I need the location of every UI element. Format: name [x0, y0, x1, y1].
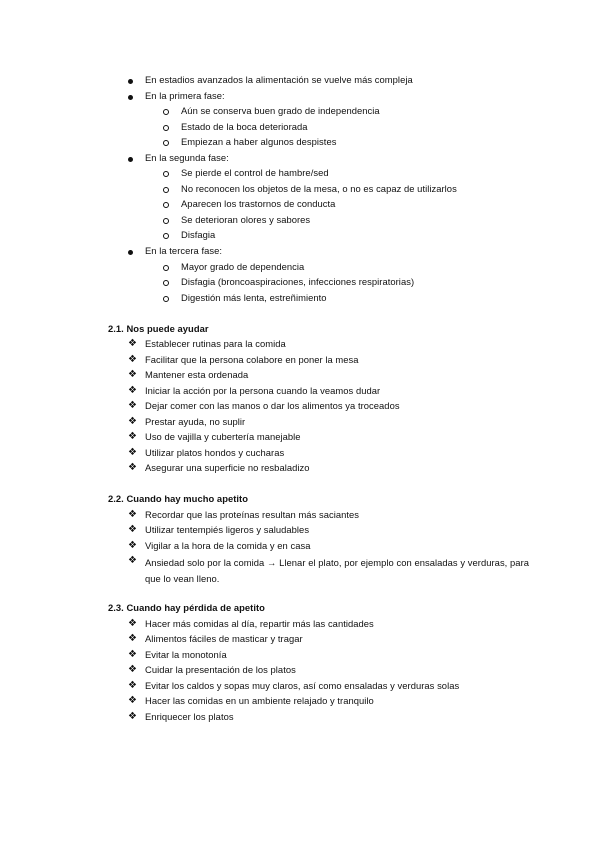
- list-item: Asegurar una superficie no resbaladizo: [145, 462, 310, 473]
- diamond-bullet-icon: ❖: [128, 555, 137, 566]
- list-item: Digestión más lenta, estreñimiento: [181, 292, 327, 303]
- diamond-bullet-icon: ❖: [128, 680, 137, 691]
- diamond-bullet-icon: ❖: [128, 649, 137, 660]
- list-item: Prestar ayuda, no suplir: [145, 416, 246, 427]
- list-item: Utilizar platos hondos y cucharas: [145, 447, 285, 458]
- filled-bullet-icon: [128, 153, 133, 165]
- diamond-bullet-icon: ❖: [128, 711, 137, 722]
- diamond-bullet-icon: ❖: [128, 540, 137, 551]
- list-item: Aparecen los trastornos de conducta: [181, 198, 336, 209]
- list-item: No reconocen los objetos de la mesa, o no es capaz de utilizarlos: [181, 183, 457, 194]
- list-item: Mantener esta ordenada: [145, 369, 249, 380]
- hollow-bullet-icon: [163, 262, 169, 274]
- diamond-bullet-icon: ❖: [128, 369, 137, 380]
- diamond-bullet-icon: ❖: [128, 338, 137, 349]
- diamond-bullet-icon: ❖: [128, 462, 137, 473]
- section-heading: 2.3. Cuando hay pérdida de apetito: [108, 602, 265, 613]
- hollow-bullet-icon: [163, 293, 169, 305]
- list-item: Empiezan a haber algunos despistes: [181, 136, 337, 147]
- diamond-bullet-icon: ❖: [128, 664, 137, 675]
- list-item: Aún se conserva buen grado de independencia: [181, 105, 380, 116]
- diamond-bullet-icon: ❖: [128, 354, 137, 365]
- list-item: Disfagia (broncoaspiraciones, infecciones respiratorias): [181, 276, 415, 287]
- list-item: Utilizar tentempiés ligeros y saludables: [145, 524, 310, 535]
- diamond-bullet-icon: ❖: [128, 524, 137, 535]
- phase2-label: En la segunda fase:: [145, 152, 229, 163]
- list-item: Mayor grado de dependencia: [181, 261, 305, 272]
- diamond-bullet-icon: ❖: [128, 509, 137, 520]
- list-item: Recordar que las proteínas resultan más saciantes: [145, 509, 360, 520]
- diamond-bullet-icon: ❖: [128, 447, 137, 458]
- list-item: En estadios avanzados la alimentación se vuelve más compleja: [145, 74, 413, 85]
- list-item: Evitar la monotonía: [145, 649, 227, 660]
- hollow-bullet-icon: [163, 230, 169, 242]
- hollow-bullet-icon: [163, 277, 169, 289]
- hollow-bullet-icon: [163, 215, 169, 227]
- section-heading: 2.2. Cuando hay mucho apetito: [108, 493, 249, 504]
- hollow-bullet-icon: [163, 184, 169, 196]
- hollow-bullet-icon: [163, 168, 169, 180]
- list-item: Establecer rutinas para la comida: [145, 338, 286, 349]
- list-item: Enriquecer los platos: [145, 711, 234, 722]
- hollow-bullet-icon: [163, 137, 169, 149]
- list-item: Ansiedad solo por la comida → Llenar el plato, por ejemplo con ensaladas y verduras, para que lo vean lleno.: [145, 557, 529, 584]
- diamond-bullet-icon: ❖: [128, 400, 137, 411]
- section-heading: 2.1. Nos puede ayudar: [108, 323, 209, 334]
- list-item: Uso de vajilla y cubertería manejable: [145, 431, 301, 442]
- filled-bullet-icon: [128, 246, 133, 258]
- diamond-bullet-icon: ❖: [128, 416, 137, 427]
- list-item: Evitar los caldos y sopas muy claros, así como ensaladas y verduras solas: [145, 680, 460, 691]
- list-item: Alimentos fáciles de masticar y tragar: [145, 633, 303, 644]
- phase3-label: En la tercera fase:: [145, 245, 223, 256]
- list-item: Dejar comer con las manos o dar los alimentos ya troceados: [145, 400, 400, 411]
- filled-bullet-icon: [128, 91, 133, 103]
- list-item: Hacer las comidas en un ambiente relajado y tranquilo: [145, 695, 374, 706]
- hollow-bullet-icon: [163, 122, 169, 134]
- list-item: Facilitar que la persona colabore en poner la mesa: [145, 354, 359, 365]
- diamond-bullet-icon: ❖: [128, 618, 137, 629]
- hollow-bullet-icon: [163, 106, 169, 118]
- list-item: Hacer más comidas al día, repartir más las cantidades: [145, 618, 374, 629]
- diamond-bullet-icon: ❖: [128, 695, 137, 706]
- list-item: Cuidar la presentación de los platos: [145, 664, 296, 675]
- phase1-label: En la primera fase:: [145, 90, 225, 101]
- diamond-bullet-icon: ❖: [128, 633, 137, 644]
- list-item: Iniciar la acción por la persona cuando la veamos dudar: [145, 385, 381, 396]
- hollow-bullet-icon: [163, 199, 169, 211]
- list-item: Se pierde el control de hambre/sed: [181, 167, 329, 178]
- diamond-bullet-icon: ❖: [128, 431, 137, 442]
- list-item: Se deterioran olores y sabores: [181, 214, 311, 225]
- list-item: Vigilar a la hora de la comida y en casa: [145, 540, 311, 551]
- list-item: Estado de la boca deteriorada: [181, 121, 308, 132]
- filled-bullet-icon: [128, 75, 133, 87]
- list-item: Disfagia: [181, 229, 216, 240]
- diamond-bullet-icon: ❖: [128, 385, 137, 396]
